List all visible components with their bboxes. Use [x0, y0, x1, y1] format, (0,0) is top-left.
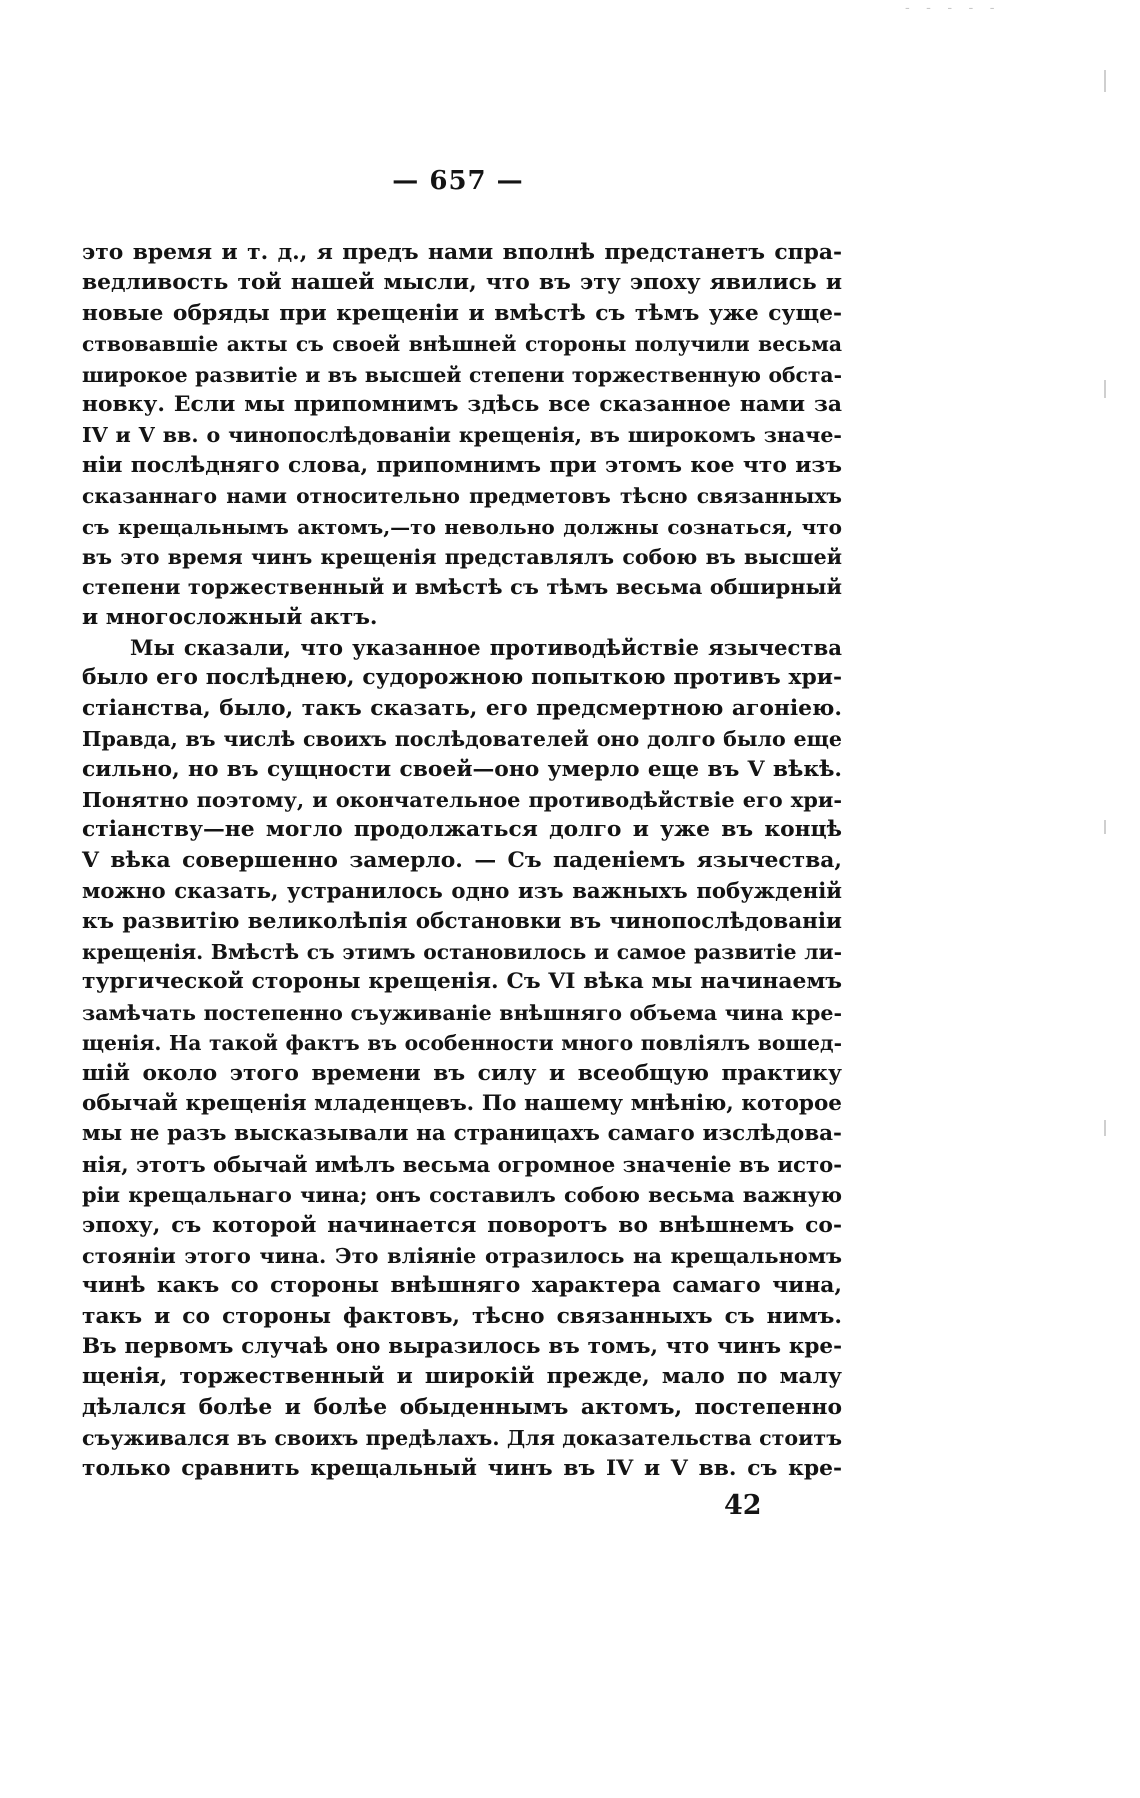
text-line: къ развитію великолѣпія обстановки въ чинопослѣдованіи — [82, 908, 842, 934]
text-line: такъ и со стороны фактовъ, тѣсно связанныхъ съ нимъ. — [82, 1303, 842, 1329]
text-line: щенія. На такой фактъ въ особенности много повліялъ вошед- — [82, 1031, 842, 1056]
text-line: широкое развитіе и въ высшей степени торжественную обста- — [82, 362, 842, 387]
text-line: тургической стороны крещенія. Съ VI вѣка мы начинаемъ — [82, 969, 842, 995]
text-line: нія, этотъ обычай имѣлъ весьма огромное значеніе въ исто- — [82, 1151, 842, 1177]
text-line: степени торжественный и вмѣстѣ съ тѣмъ весьма обширный — [82, 574, 842, 600]
text-line: Въ первомъ случаѣ оно выразилось въ томъ, что чинъ кре- — [82, 1334, 842, 1360]
text-line: шій около этого времени въ силу и всеобщую практику — [82, 1060, 842, 1086]
text-line: въ это время чинъ крещенія представлялъ собою въ высшей — [82, 544, 842, 569]
text-line: эпоху, съ которой начинается поворотъ во внѣшнемъ со- — [82, 1212, 842, 1238]
text-line: щенія, торжественный и широкій прежде, мало по малу — [82, 1364, 842, 1390]
text-line: новые обряды при крещеніи и вмѣстѣ съ тѣмъ уже суще- — [82, 300, 842, 326]
text-line: IV и V вв. о чинопослѣдованіи крещенія, въ широкомъ значе- — [82, 423, 842, 448]
text-line: дѣлался болѣе и болѣе обыденнымъ актомъ, постепенно — [82, 1394, 842, 1420]
text-line: ніи послѣдняго слова, припомнимъ при этомъ кое что изъ — [82, 452, 842, 478]
text-line: новку. Если мы припомнимъ здѣсь все сказанное нами за — [82, 391, 842, 417]
text-line: V вѣка совершенно замерло. — Съ паденіемъ язычества, — [82, 847, 842, 873]
text-line: замѣчать постепенно съуживаніе внѣшняго объема чина кре- — [82, 1000, 842, 1025]
text-line: чинѣ какъ со стороны внѣшняго характера самаго чина, — [82, 1273, 842, 1299]
text-line: ріи крещальнаго чина; онъ составилъ собою весьма важную — [82, 1182, 842, 1208]
text-line: сказаннаго нами относительно предметовъ тѣсно связанныхъ — [82, 484, 842, 509]
scan-edge-marks — [1100, 60, 1110, 1160]
text-line: Правда, въ числѣ своихъ послѣдователей оно долго было еще — [82, 727, 842, 752]
paragraph-start-line: Мы сказали, что указанное противодѣйствіе язычества — [130, 635, 842, 661]
text-line: ведливость той нашей мысли, что въ эту эпоху явились и — [82, 270, 842, 296]
text-line: только сравнить крещальный чинъ въ IV и V вв. съ кре- — [82, 1455, 842, 1481]
text-line: сильно, но въ сущности своей—оно умерло еще въ V вѣкѣ. — [82, 756, 842, 782]
text-line: можно сказать, устранилось одно изъ важныхъ побужденій — [82, 878, 842, 904]
text-line: съ крещальнымъ актомъ,—то невольно должны сознаться, что — [82, 514, 842, 539]
text-line: крещенія. Вмѣстѣ съ этимъ остановилось и самое развитіе ли- — [82, 939, 842, 964]
page-number-header: — 657 — — [392, 166, 524, 196]
text-line: стіанства, было, такъ сказать, его предсмертною агоніею. — [82, 695, 842, 721]
text-line: Понятно поэтому, и окончательное противодѣйствіе его хри- — [82, 787, 842, 813]
text-line: стояніи этого чина. Это вліяніе отразилось на крещальномъ — [82, 1242, 842, 1268]
text-line: стіанству—не могло продолжаться долго и уже въ концѣ — [82, 817, 842, 843]
paragraph-end-line: и многосложный актъ. — [82, 604, 378, 630]
signature-number-footer: 42 — [724, 1490, 762, 1521]
text-line: ствовавшіе акты съ своей внѣшней стороны получили весьма — [82, 332, 842, 357]
text-line: мы не разъ высказывали на страницахъ самаго изслѣдова- — [82, 1121, 842, 1147]
text-line: обычай крещенія младенцевъ. По нашему мнѣнію, которое — [82, 1090, 842, 1116]
text-line: съуживался въ своихъ предѣлахъ. Для доказательства стоитъ — [82, 1426, 842, 1451]
scan-artifact-top: ‐ ‐ ‐ ‐ ‐ — [905, 0, 1001, 16]
text-line: это время и т. д., я предъ нами вполнѣ предстанетъ спра- — [82, 240, 842, 265]
body-text — [82, 238, 842, 1484]
text-line: было его послѣднею, судорожною попыткою противъ хри- — [82, 665, 842, 691]
